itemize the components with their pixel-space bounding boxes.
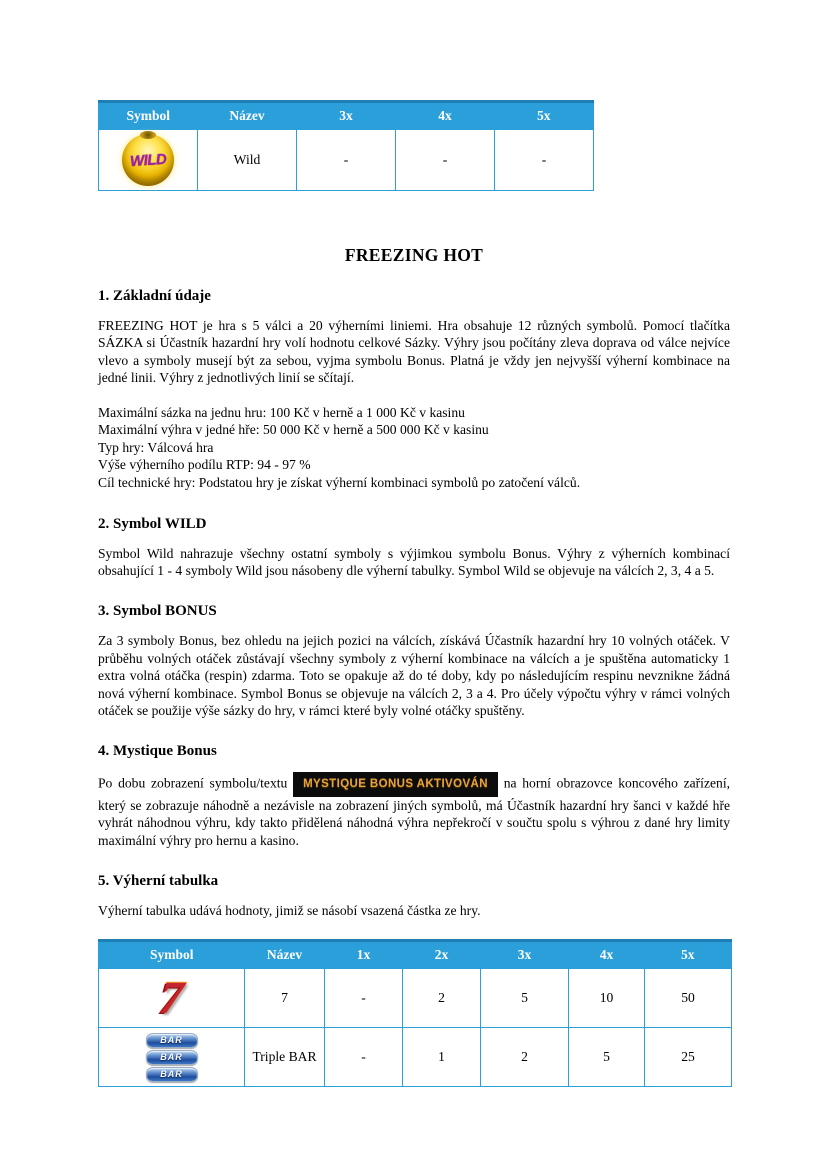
main-paytable-header-row: [99, 941, 732, 969]
seven-symbol-icon: 7: [157, 972, 186, 1024]
paytable-row-seven: [99, 969, 732, 1028]
triple-bar-5x-cell: 25: [645, 1028, 732, 1087]
wild-paytable: [98, 100, 594, 191]
wild-col-symbol: Symbol: [99, 102, 198, 130]
pt-col-name: Název: [245, 941, 325, 969]
info-line-rtp: Výše výherního podílu RTP: 94 - 97 %: [98, 457, 311, 473]
seven-5x-cell: 50: [645, 969, 732, 1028]
bar-label-1: BAR: [160, 1035, 183, 1046]
section-heading-3: 3. Symbol BONUS: [98, 603, 217, 620]
paytable-row-triple-bar: [99, 1028, 732, 1087]
pt-col-5x: 5x: [645, 941, 732, 969]
bar-label-2: BAR: [160, 1052, 183, 1063]
wild-4x-cell: -: [396, 130, 495, 191]
wild-paytable-header-row: [99, 102, 594, 130]
seven-symbol-cell: [99, 969, 245, 1028]
section-1-paragraph: FREEZING HOT je hra s 5 válci a 20 výherními liniemi. Hra obsahuje 12 různých symbolů. Pomocí tlačítka SÁZKA si Účastník hazardní hry volí hodnotu celkové Sázky. Výhry jsou počítány zleva doprava od válce nejvíce vlevo a symboly musejí být za sebou, vyjma symbolu Bonus. Platná je vždy jen nejvyšší výherní kombinace na jedné linii. Výhry z jednotlivých linií se sčítají.: [98, 318, 730, 386]
seven-1x-cell: -: [325, 969, 403, 1028]
section-4-paragraph: [98, 772, 730, 849]
mystique-bonus-badge: MYSTIQUE BONUS AKTIVOVÁN: [293, 772, 498, 796]
section-heading-4: 4. Mystique Bonus: [98, 743, 217, 760]
seven-name-cell: 7: [245, 969, 325, 1028]
seven-4x-cell: 10: [569, 969, 645, 1028]
wild-col-name: Název: [198, 102, 297, 130]
pt-col-4x: 4x: [569, 941, 645, 969]
triple-bar-icon: [146, 1033, 198, 1082]
bar-plate-2: [146, 1050, 198, 1065]
triple-bar-1x-cell: -: [325, 1028, 403, 1087]
section-heading-2: 2. Symbol WILD: [98, 515, 207, 532]
wild-symbol-icon: [122, 134, 174, 186]
triple-bar-4x-cell: 5: [569, 1028, 645, 1087]
pt-col-2x: 2x: [403, 941, 481, 969]
pt-col-symbol: Symbol: [99, 941, 245, 969]
wild-paytable-row: [99, 130, 594, 191]
bar-label-3: BAR: [160, 1069, 183, 1080]
wild-name-cell: Wild: [198, 130, 297, 191]
page-title: FREEZING HOT: [344, 245, 484, 265]
seven-3x-cell: 5: [481, 969, 569, 1028]
wild-5x-cell: -: [495, 130, 594, 191]
pt-col-1x: 1x: [325, 941, 403, 969]
wild-icon-label: WILD: [129, 150, 167, 170]
section-heading-1: 1. Základní údaje: [98, 288, 211, 304]
main-paytable: [98, 939, 732, 1087]
triple-bar-symbol-cell: [99, 1028, 245, 1087]
triple-bar-3x-cell: 2: [481, 1028, 569, 1087]
wild-col-4x: 4x: [396, 102, 495, 130]
section-4-text-after: na horní obrazovce koncového zařízení, který se zobrazuje náhodně a nezávisle na zobrazení jiných symbolů, má Účastník hazardní hry šanci v každé hře vyhrát náhodnou výhru, kdy takto přidělená náhodná výhra nepřekročí v součtu spolu s výhrou z dané hry limity maximální výhry pro hernu a kasino.: [98, 775, 731, 848]
section-3-paragraph: Za 3 symboly Bonus, bez ohledu na jejich pozici na válcích, získává Účastník hazardní hry 10 volných otáček. V průběhu volných otáček zůstávají všechny symboly z výherní kombinace na válcích a je spuštěna automaticky 1 extra volná otáčka (respin) zdarma. Toto se opakuje až do té doby, kdy po následujícím respinu nevznikne žádná nová výherní kombinace. Symbol Bonus se objevuje na válcích 2, 3 a 4. Pro účely výpočtu výhry v rámci volných otáček se použije výše sázky do hry, v rámci které byly volné otáčky spuštěny.: [98, 633, 730, 719]
triple-bar-name-cell: Triple BAR: [245, 1028, 325, 1087]
section-5-paragraph: Výherní tabulka udává hodnoty, jimiž se násobí vsazená částka ze hry.: [98, 903, 481, 919]
info-line-goal: Cíl technické hry: Podstatou hry je získat výherní kombinaci symbolů po zatočení válců.: [98, 475, 581, 490]
pt-col-3x: 3x: [481, 941, 569, 969]
section-4-text-before: Po dobu zobrazení symbolu/textu: [98, 775, 288, 791]
info-line-game-type: Typ hry: Válcová hra: [98, 439, 214, 455]
section-2-paragraph: Symbol Wild nahrazuje všechny ostatní symboly s výjimkou symbolu Bonus. Výhry z výherních kombinací obsahující 1 - 4 symboly Wild jsou násobeny dle výherní tabulky. Symbol Wild se objevuje na válcích 2, 3, 4 a 5.: [98, 545, 730, 578]
wild-col-5x: 5x: [495, 102, 594, 130]
section-1-info-block: [98, 404, 730, 492]
triple-bar-2x-cell: 1: [403, 1028, 481, 1087]
info-line-max-win: Maximální výhra v jedné hře: 50 000 Kč v herně a 500 000 Kč v kasinu: [98, 422, 489, 438]
info-line-max-bet: Maximální sázka na jednu hru: 100 Kč v herně a 1 000 Kč v kasinu: [98, 404, 465, 420]
wild-3x-cell: -: [297, 130, 396, 191]
wild-symbol-cell: [99, 130, 198, 191]
seven-2x-cell: 2: [403, 969, 481, 1028]
section-heading-5: 5. Výherní tabulka: [98, 873, 219, 890]
bar-plate-1: [146, 1033, 198, 1048]
wild-col-3x: 3x: [297, 102, 396, 130]
bar-plate-3: [146, 1067, 198, 1082]
